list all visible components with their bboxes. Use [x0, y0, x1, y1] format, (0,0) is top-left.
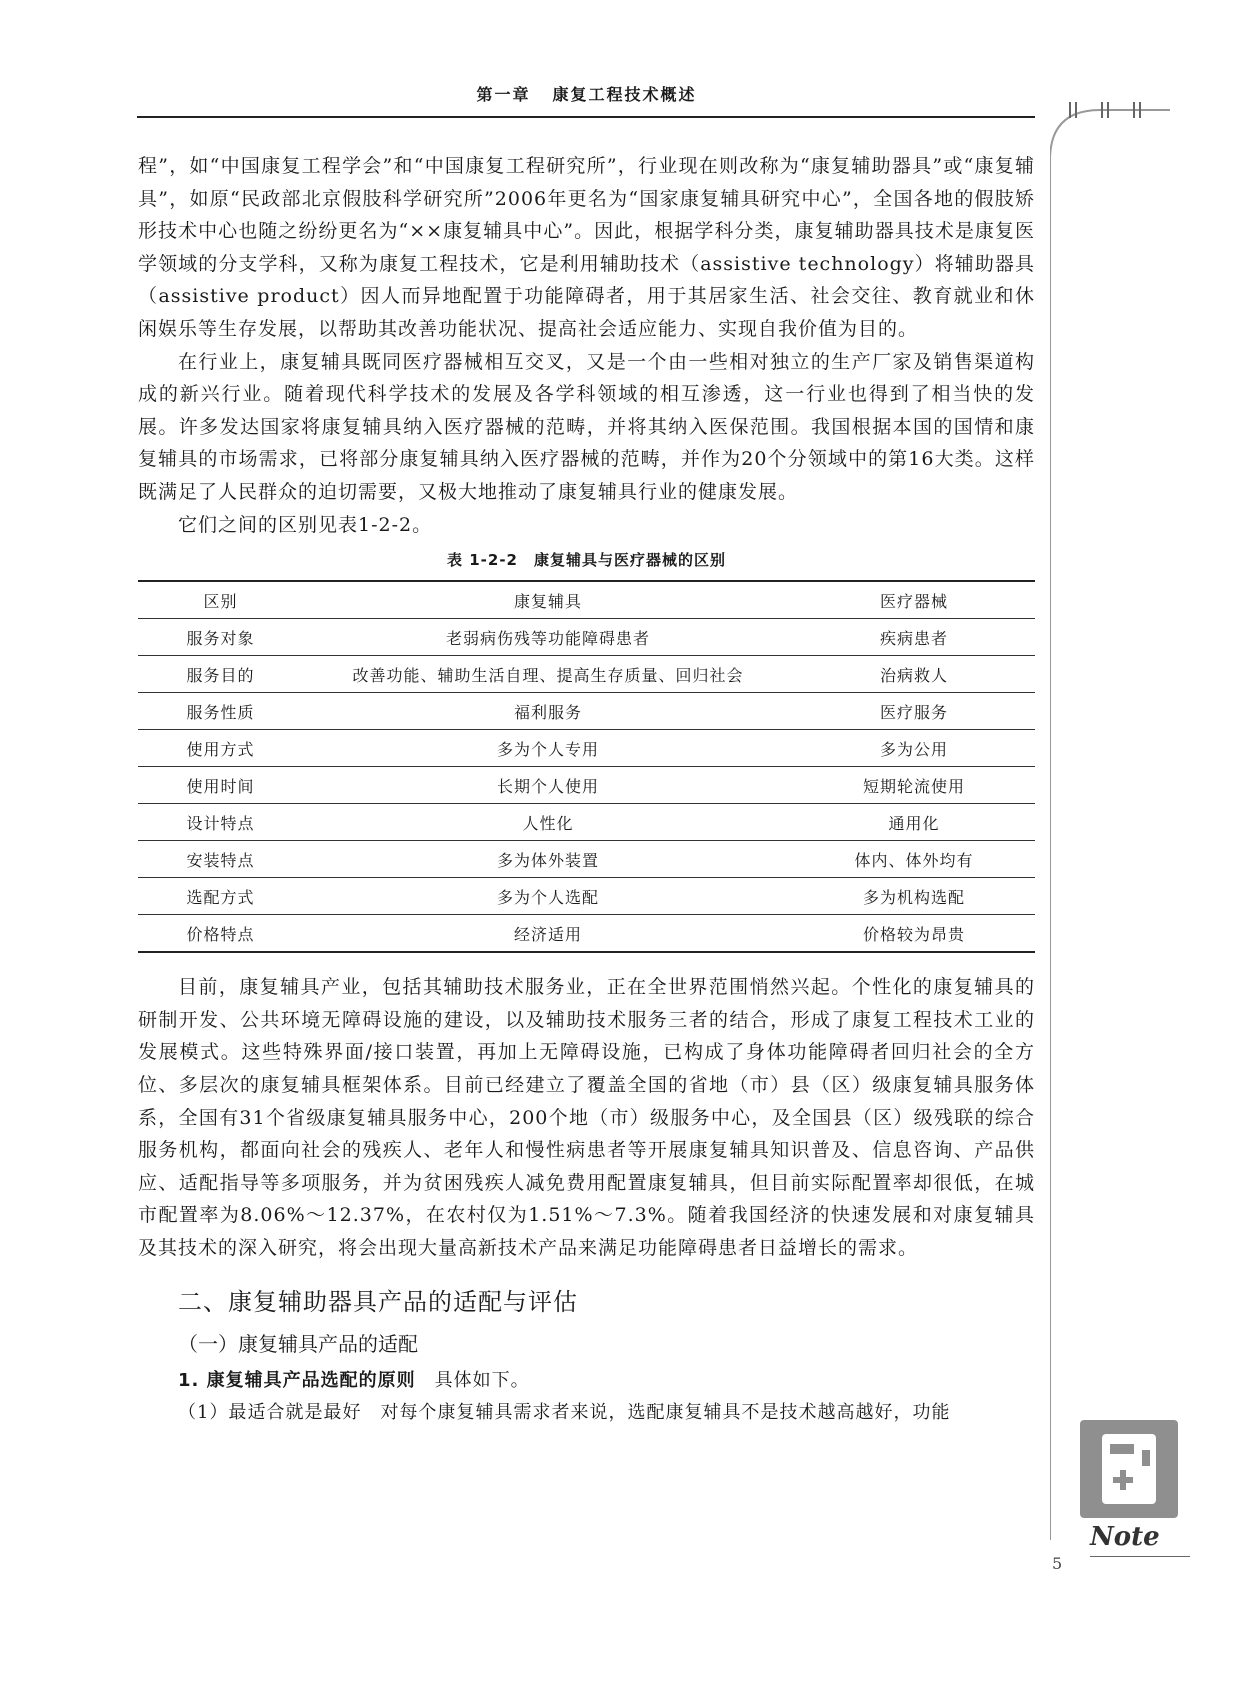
table-cell: 服务对象: [138, 619, 303, 656]
paragraph-table-reference: 它们之间的区别见表1-2-2。: [178, 513, 433, 536]
table-row: [138, 619, 1035, 656]
chapter-title: 康复工程技术概述: [552, 85, 697, 104]
table-cell: 设计特点: [138, 804, 303, 841]
table-cell: 安装特点: [138, 841, 303, 878]
table-cell: 多为公用: [793, 730, 1035, 767]
principle-item: [178, 1365, 1035, 1397]
note-label: Note: [1090, 1522, 1160, 1552]
table-cell: 多为个人选配: [303, 878, 793, 915]
table-cell: 短期轮流使用: [793, 767, 1035, 804]
table-cell: 价格较为昂贵: [793, 915, 1035, 953]
table-cell: 改善功能、辅助生活自理、提高生存质量、回归社会: [303, 656, 793, 693]
subitem-text: 对每个康复辅具需求者来说，选配康复辅具不是技术越高越好，功能: [380, 1402, 951, 1424]
table-row: [138, 656, 1035, 693]
table-row: [138, 878, 1035, 915]
note-rule: [1090, 1556, 1190, 1557]
table-row: [138, 730, 1035, 767]
paragraph-industry: 在行业上，康复辅具既同医疗器械相互交叉，又是一个由一些相对独立的生产厂家及销售渠道构成的新兴行业。随着现代科学技术的发展及各学科领域的相互渗透，这一行业也得到了相当快的发展。许多发达国家将康复辅具纳入医疗器械的范畴，并将其纳入医保范围。我国根据本国的国情和康复辅具的市场需求，已将部分康复辅具纳入医疗器械的范畴，并作为20个分领域中的第16大类。这样既满足了人民群众的迫切需要，又极大地推动了康复辅具行业的健康发展。: [138, 350, 1035, 503]
table-cell: 服务性质: [138, 693, 303, 730]
principle-label: 1. 康复辅具产品选配的原则: [178, 1370, 416, 1392]
margin-decoration: [1050, 100, 1170, 1540]
table-row: [138, 767, 1035, 804]
header-medical-devices: 医疗器械: [793, 581, 1035, 619]
header-rule: [137, 116, 1035, 118]
table-cell: 通用化: [793, 804, 1035, 841]
note-icon: [1080, 1420, 1178, 1518]
paragraph-industry-status: 目前，康复辅具产业，包括其辅助技术服务业，正在全世界范围悄然兴起。个性化的康复辅具的研制开发、公共环境无障碍设施的建设，以及辅助技术服务三者的结合，形成了康复工程技术工业的发展模式。这些特殊界面/接口装置，再加上无障碍设施，已构成了身体功能障碍者回归社会的全方位、多层次的康复辅具框架体系。目前已经建立了覆盖全国的省地（市）县（区）级康复辅具服务体系，全国有31个省级康复辅具服务中心，200个地（市）级服务中心，及全国县（区）级残联的综合服务机构，都面向社会的残疾人、老年人和慢性病患者等开展康复辅具知识普及、信息咨询、产品供应、适配指导等多项服务，并为贫困残疾人减免费用配置康复辅具，但目前实际配置率却很低，在城市配置率为8.06%～12.37%，在农村仅为1.51%～7.3%。随着我国经济的快速发展和对康复辅具及其技术的深入研究，将会出现大量高新技术产品来满足功能障碍患者日益增长的需求。: [138, 976, 1035, 1259]
table-row: [138, 804, 1035, 841]
comparison-table: [138, 580, 1035, 953]
table-cell: 多为体外装置: [303, 841, 793, 878]
table-cell: 使用时间: [138, 767, 303, 804]
table-row: [138, 841, 1035, 878]
table-cell: 价格特点: [138, 915, 303, 953]
subitem-label: （1）最适合就是最好: [178, 1402, 362, 1424]
paragraph-continuation: 程”，如“中国康复工程学会”和“中国康复工程研究所”，行业现在则改称为“康复辅助器具”或“康复辅具”，如原“民政部北京假肢科学研究所”2006年更名为“国家康复辅具研究中心”，全国各地的假肢矫形技术中心也随之纷纷更名为“××康复辅具中心”。因此，根据学科分类，康复辅助器具技术是康复医学领域的分支学科，又称为康复工程技术，它是利用辅助技术（assistive technology）将辅助器具（assistive product）因人而异地配置于功能障碍者，用于其居家生活、社会交往、教育就业和休闲娱乐等生存发展，以帮助其改善功能状况、提高社会适应能力、实现自我价值为目的。: [138, 155, 1035, 340]
page-number: 5: [1052, 1554, 1063, 1573]
table-row: [138, 915, 1035, 953]
table-cell: 选配方式: [138, 878, 303, 915]
table-cell: 多为机构选配: [793, 878, 1035, 915]
table-cell: 多为个人专用: [303, 730, 793, 767]
table-cell: 人性化: [303, 804, 793, 841]
table-cell: 长期个人使用: [303, 767, 793, 804]
table-row: [138, 693, 1035, 730]
subsection-heading: （一）康复辅具产品的适配: [178, 1332, 418, 1357]
principle-text: 具体如下。: [434, 1370, 530, 1392]
table-cell: 使用方式: [138, 730, 303, 767]
table-header-row: [138, 581, 1035, 619]
table-cell: 体内、体外均有: [793, 841, 1035, 878]
header-difference: 区别: [138, 581, 303, 619]
table-cell: 服务目的: [138, 656, 303, 693]
table-cell: 治病救人: [793, 656, 1035, 693]
table-cell: 经济适用: [303, 915, 793, 953]
table-cell: 疾病患者: [793, 619, 1035, 656]
principle-subitem: [178, 1397, 1035, 1429]
table-cell: 医疗服务: [793, 693, 1035, 730]
table-cell: 老弱病伤残等功能障碍患者: [303, 619, 793, 656]
header-rehab-aids: 康复辅具: [303, 581, 793, 619]
table-cell: 福利服务: [303, 693, 793, 730]
running-header: [138, 82, 1035, 105]
chapter-number: 第一章: [476, 85, 531, 104]
page-content: [138, 150, 1035, 1429]
table-caption: 表 1-2-2 康复辅具与医疗器械的区别: [447, 551, 726, 570]
section-heading: 二、康复辅助器具产品的适配与评估: [178, 1288, 578, 1317]
